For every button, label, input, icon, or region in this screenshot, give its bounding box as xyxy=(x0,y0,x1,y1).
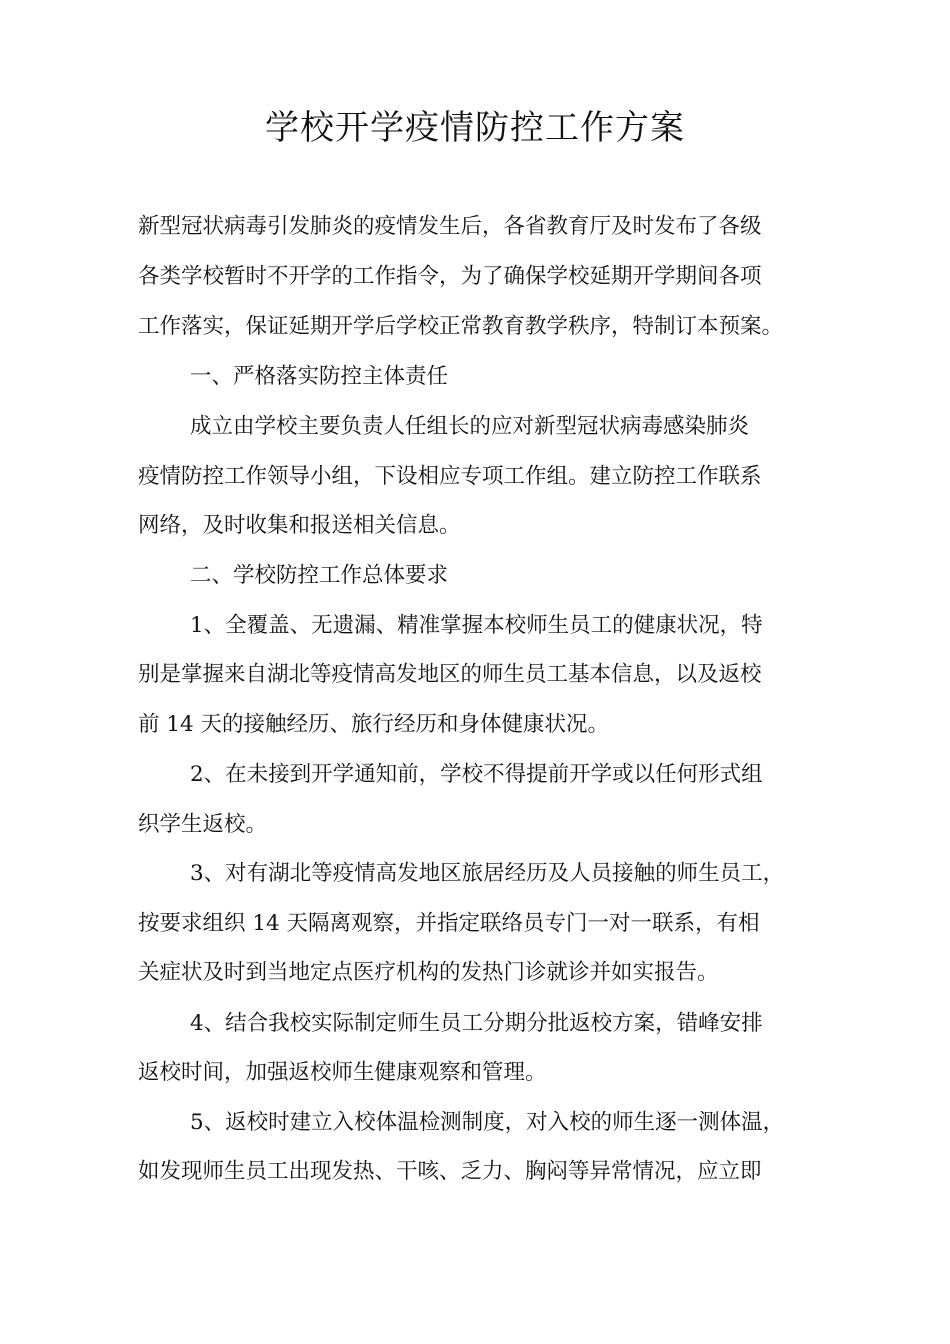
paragraph-line: 各类学校暂时不开学的工作指令，为了确保学校延期开学期间各项 xyxy=(138,264,762,289)
paragraph-line: 疫情防控工作领导小组，下设相应专项工作组。建立防控工作联系 xyxy=(138,464,762,489)
section-heading: 一、严格落实防控主体责任 xyxy=(190,364,449,389)
paragraph-line: 返校时间，加强返校师生健康观察和管理。 xyxy=(138,1060,547,1085)
paragraph-line: 织学生返校。 xyxy=(138,812,268,837)
paragraph-line: 关症状及时到当地定点医疗机构的发热门诊就诊并如实报告。 xyxy=(138,960,719,985)
paragraph-line: 网络，及时收集和报送相关信息。 xyxy=(138,513,461,538)
document-title: 学校开学疫情防控工作方案 xyxy=(265,108,685,148)
paragraph-line: 新型冠状病毒引发肺炎的疫情发生后，各省教育厅及时发布了各级 xyxy=(138,214,762,239)
paragraph-line: 工作落实，保证延期开学后学校正常教育教学秩序，特制订本预案。 xyxy=(138,314,784,339)
paragraph-line: 按要求组织 14 天隔离观察，并指定联络员专门一对一联系，有相 xyxy=(138,911,760,936)
paragraph-line: 成立由学校主要负责人任组长的应对新型冠状病毒感染肺炎 xyxy=(190,414,750,439)
paragraph-line: 如发现师生员工出现发热、干咳、乏力、胸闷等异常情况，应立即 xyxy=(138,1159,762,1184)
paragraph-line: 2、在未接到开学通知前，学校不得提前开学或以任何形式组 xyxy=(190,762,763,787)
paragraph-line: 3、对有湖北等疫情高发地区旅居经历及人员接触的师生员工， xyxy=(190,861,785,886)
section-heading: 二、学校防控工作总体要求 xyxy=(190,563,449,588)
paragraph-line: 前 14 天的接触经历、旅行经历和身体健康状况。 xyxy=(138,712,610,737)
paragraph-line: 5、返校时建立入校体温检测制度，对入校的师生逐一测体温， xyxy=(190,1110,785,1135)
paragraph-line: 1、全覆盖、无遗漏、精准掌握本校师生员工的健康状况，特 xyxy=(190,613,763,638)
paragraph-line: 4、结合我校实际制定师生员工分期分批返校方案，错峰安排 xyxy=(190,1011,763,1036)
paragraph-line: 别是掌握来自湖北等疫情高发地区的师生员工基本信息，以及返校 xyxy=(138,662,762,687)
